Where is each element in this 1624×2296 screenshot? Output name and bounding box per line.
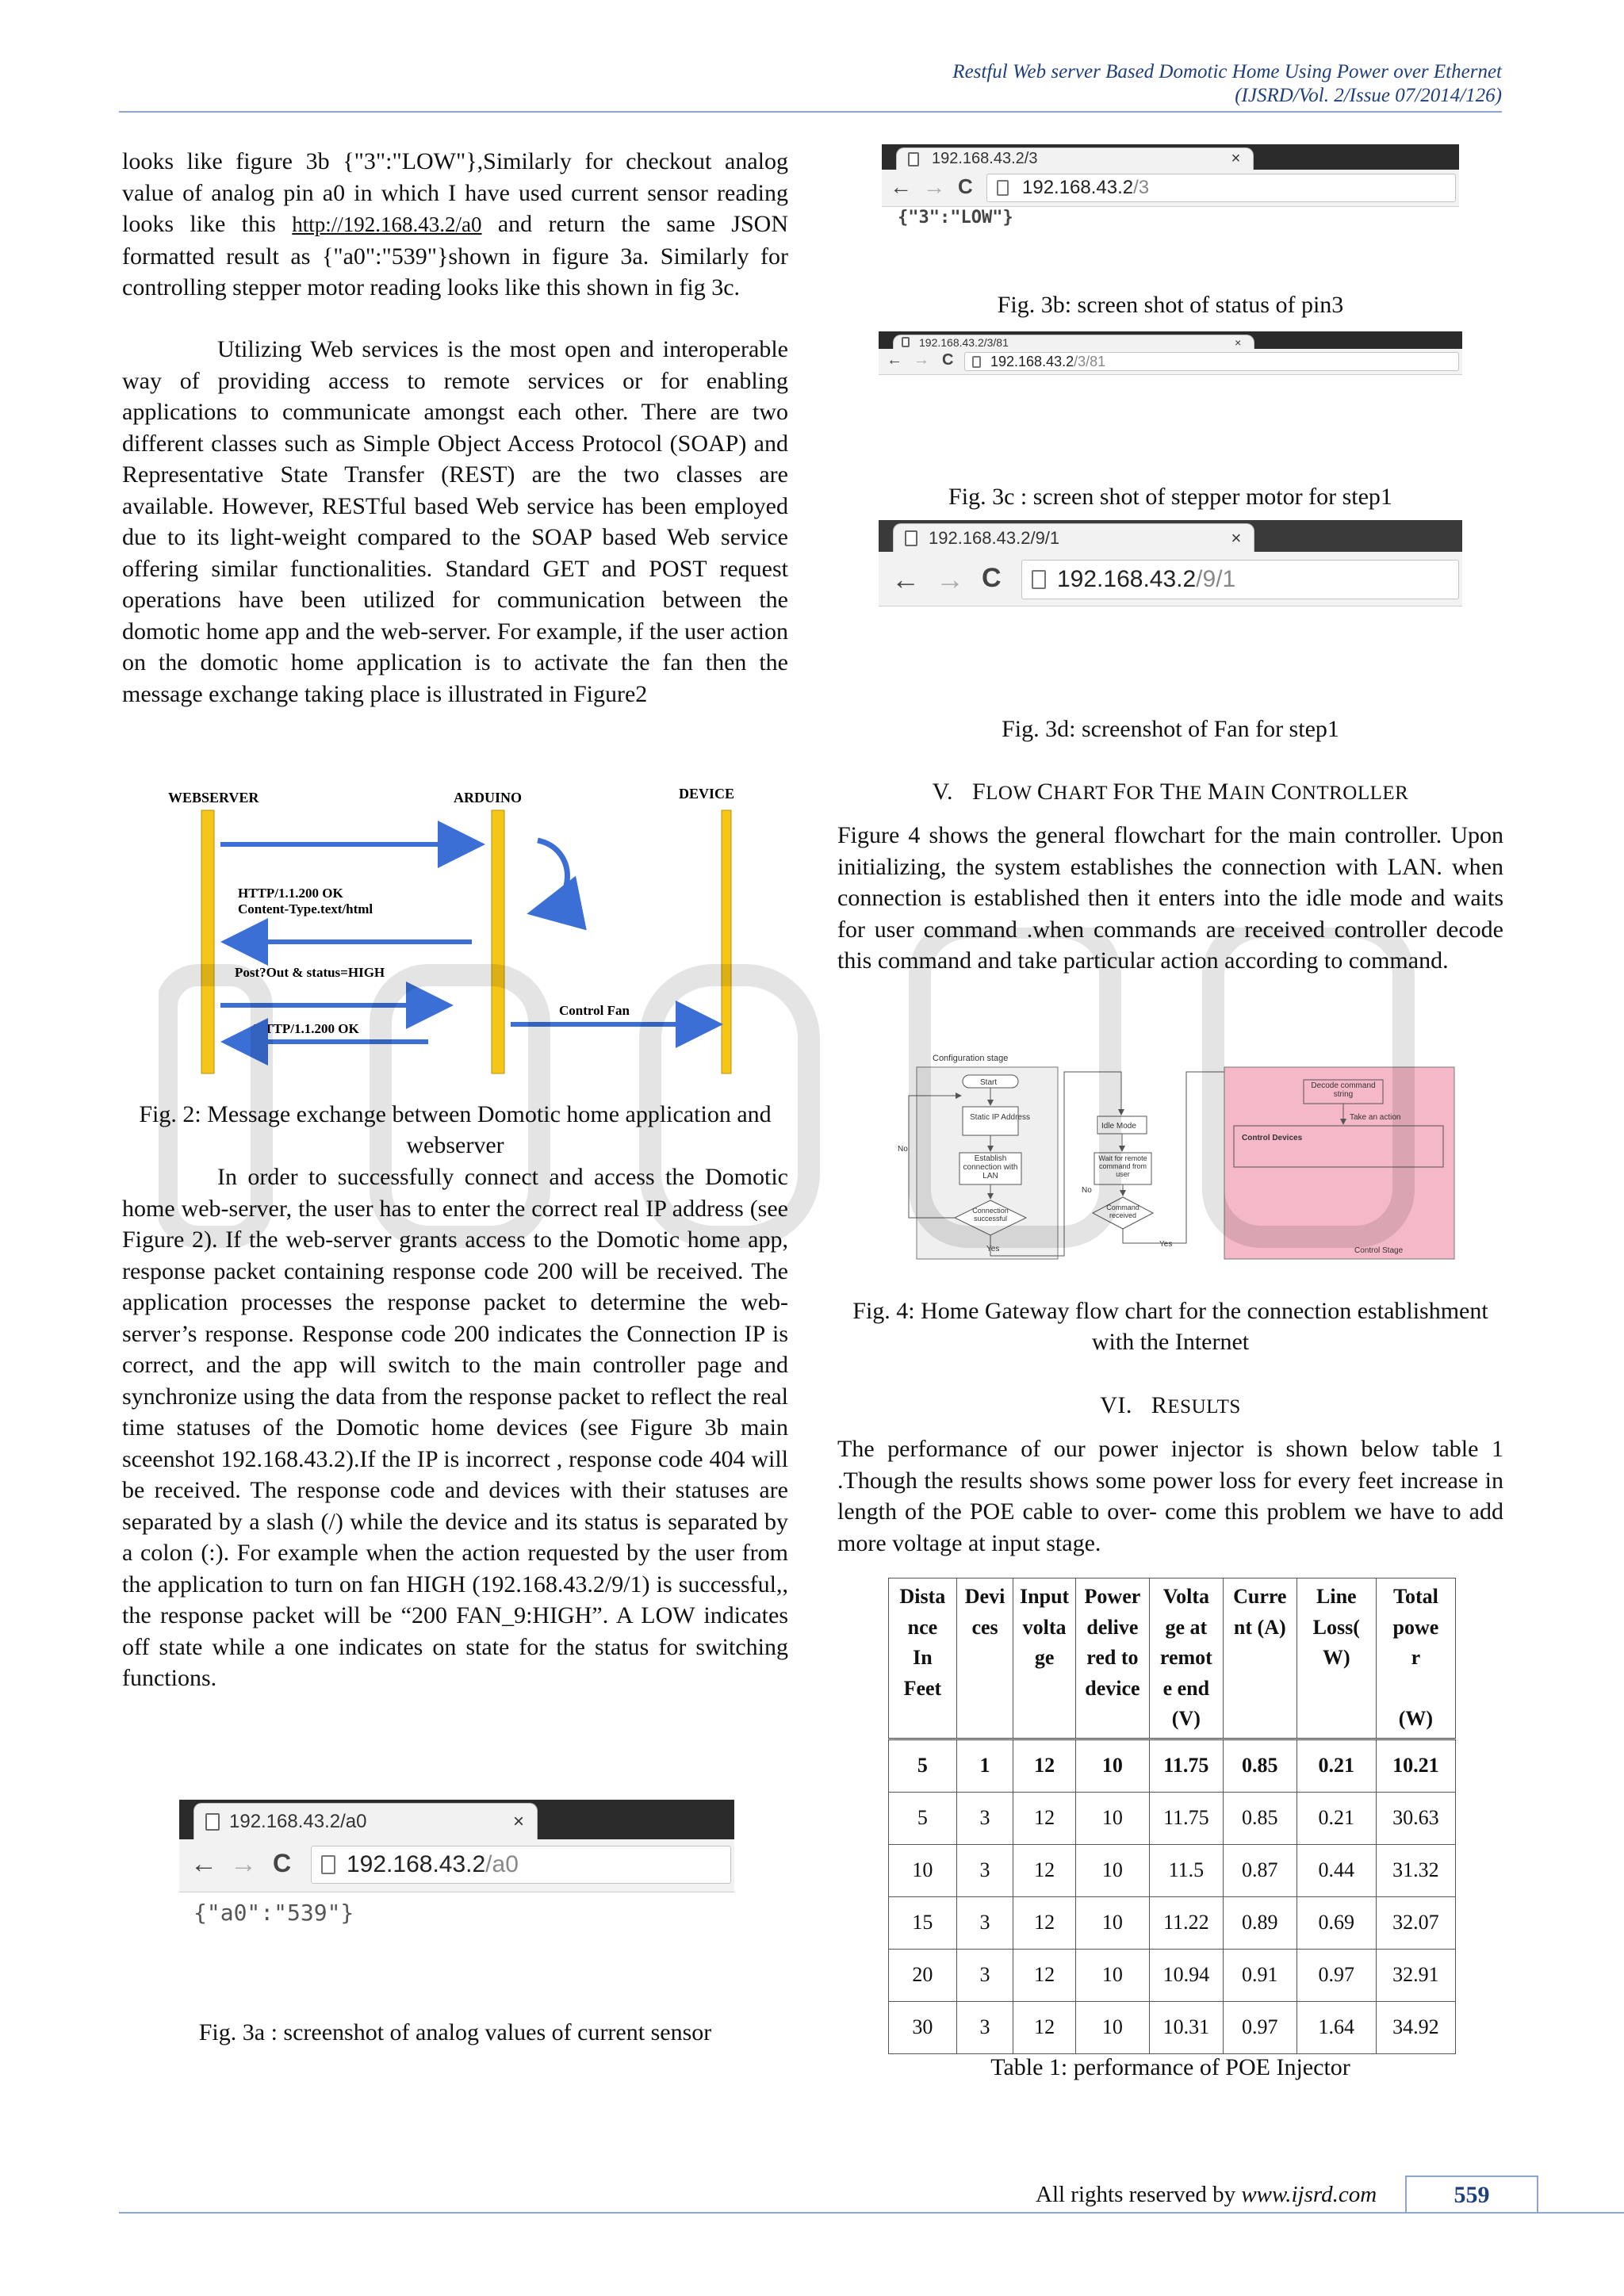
screenshot-3a [179,1800,734,1934]
footer-site-link[interactable]: www.ijsrd.com [1241,2182,1377,2207]
fig4-caption: Fig. 4: Home Gateway flow chart for the connection establishment with the Internet [852,1298,1488,1355]
screenshot-3b [882,144,1459,230]
fig3d-caption: Fig. 3d: screenshot of Fan for step1 [1002,716,1339,742]
sec5-low: LOW [986,783,1037,804]
col-line-loss: Line Loss( W) [1297,1578,1376,1739]
close-icon[interactable]: × [1231,150,1241,167]
header-rule [119,111,1502,113]
page-number: 559 [1405,2175,1538,2214]
sec5-hart: HART [1053,783,1113,804]
tab-title: 192.168.43.2/a0 [229,1810,367,1832]
paragraph-flowchart: Figure 4 shows the general flowchart for the main controller. Upon initializing, the system establishes the connection with LAN. when connection is established then it enters into the idle mode and waits for user command .when commands are received controller decode this command and take particular action according to command. [837,822,1503,974]
forward-icon[interactable]: → [914,351,929,369]
close-icon[interactable]: × [1235,335,1242,349]
conn-text: Connection successful [972,1207,1009,1223]
url-host: 192.168.43.2 [347,1851,486,1877]
control-stage-label: Control Stage [1354,1246,1404,1255]
intro-text-a: looks like figure 3b {"3":"LOW"},Similarly for checkout analog value of analog pin a0 in which I have used current sensor reading looks like this [122,148,788,237]
journal-watermark [159,928,1507,1269]
yes-label-1: Yes [986,1245,1000,1253]
webserver-label: WEBSERVER [168,790,259,806]
sec6-r: R [1151,1392,1168,1418]
msg-control-fan: Control Fan [559,1003,630,1018]
start-text: Start [980,1078,998,1087]
reload-icon[interactable]: C [958,174,973,198]
paragraph-web-services: Utilizing Web services is the most open and interoperable way of providing access to remote services or for enabling applications to communicate amongst each other. There are two different classes such as Simple Object Access Protocol (SOAP) and Representative State Transfer (REST) are the two classes are available. However, RESTful based Web service has been employed due to its light-weight compared to the SOAP based Web service offering similar functionalities. Standard GET and POST request operations have been utilized for communication between the domotic home app and the web-server. For example, if the user action on the domotic home application is to activate the fan then the message exchange taking place is illustrated in Figure2 [122,336,788,707]
msg-content-type: Content-Type.text/html [238,901,373,916]
browser-toolbar [879,349,1462,375]
back-icon[interactable]: ← [890,174,912,199]
screenshot-3c [879,331,1462,376]
page-icon [997,180,1009,196]
col-power-delivered: Power delive red to device [1075,1578,1149,1739]
sec6-esults: ESULTS [1167,1396,1241,1418]
close-icon[interactable]: × [512,1810,524,1832]
table-row: 10 3 12 10 11.5 0.87 0.44 31.32 [889,1844,1456,1896]
table-row: 5 3 12 10 11.75 0.85 0.21 30.63 [889,1792,1456,1844]
address-bar[interactable] [986,174,1456,202]
tab-title: 192.168.43.2/3/81 [919,335,1009,349]
table-row: 20 3 12 10 10.94 0.91 0.97 32.91 [889,1949,1456,2001]
page-icon [1032,570,1046,589]
analog-link[interactable]: http://192.168.43.2/a0 [292,212,482,236]
browser-tab[interactable] [193,1803,538,1839]
sec5-f: F [971,779,986,805]
back-icon[interactable]: ← [190,1849,217,1879]
browser-tab[interactable] [896,147,1254,170]
tab-title: 192.168.43.2/9/1 [929,527,1060,548]
footer-rule [119,2212,1624,2214]
fig3c-caption: Fig. 3c : screen shot of stepper motor for step1 [948,484,1392,510]
section-5-number: V. [932,779,953,805]
sec5-t: T [1159,779,1175,805]
url-host: 192.168.43.2 [1057,566,1197,592]
tab-bar [882,144,1459,170]
decode-text: Decode command string [1311,1081,1376,1099]
reload-icon[interactable]: C [273,1849,292,1877]
header-journal: (IJSRD/Vol. 2/Issue 07/2014/126) [1235,85,1502,106]
config-stage-label: Configuration stage [933,1054,1009,1063]
browser-tab[interactable] [893,523,1254,552]
forward-icon[interactable]: → [230,1849,257,1879]
no-label-1: No [898,1145,908,1154]
intro-text-b: and return the same JSON formatted result as {"a0":"539"}shown in figure 3a. Similarly for controlling stepper motor reading looks like this shown in fig 3c. [122,211,788,300]
tab-bar [879,331,1462,349]
url-host: 192.168.43.2 [990,353,1074,369]
fig2-caption: Fig. 2: Message exchange between Domotic home application and webserver [139,1101,772,1158]
browser-toolbar [179,1839,734,1892]
tab-bar [179,1800,734,1839]
poe-table [888,1578,1456,2054]
json-response: {"3":"LOW"} [898,208,1013,228]
device-label: DEVICE [679,786,735,802]
tab-title: 192.168.43.2/3 [932,150,1038,167]
col-total-power: Total powe r (W) [1376,1578,1455,1739]
forward-icon[interactable]: → [936,563,964,595]
sec5-f2: F [1113,779,1127,805]
sec5-he: HE [1174,783,1208,804]
table-header-row [889,1578,1456,1739]
url-path: /9/1 [1196,566,1236,592]
establish-text: Establish connection with LAN [963,1154,1018,1181]
sec5-m: M [1207,779,1230,805]
cmd-text: Command received [1106,1203,1139,1219]
footer-rights [1036,2182,1377,2208]
url-path: /3/81 [1074,353,1106,369]
section-5-heading [837,779,1503,806]
fig3a-caption: Fig. 3a : screenshot of analog values of current sensor [198,2019,712,2045]
tab-bar [879,520,1462,552]
fig3b-caption: Fig. 3b: screen shot of status of pin3 [997,292,1344,318]
address-bar[interactable] [1021,560,1459,599]
page-icon [321,1855,335,1874]
page-icon [902,337,910,347]
msg-http-ok-2: HTTP/1.1.200 OK [254,1021,359,1036]
control-devices-text: Control Devices [1242,1134,1303,1142]
msg-http-ok: HTTP/1.1.200 OK [238,886,343,901]
sec5-ain: AIN [1229,783,1271,804]
address-bar[interactable] [311,1846,731,1884]
sec5-ontroller: ONTROLLER [1287,783,1409,804]
paragraph-connect: In order to successfully connect and access the Domotic home web-server, the user has to enter the correct real IP address (see Figure 2). If the web-server grants access to the Domotic home app, response packet containing response code 200 will be received. The application processes the response packet to determine the web-server’s response. Response code 200 indicates the Connection IP is correct, and the app will switch to the main controller page and synchronize using the data from the response packet to reflect the real time statuses of the Domotic home devices (see Figure 3b main sceenshot 192.168.43.2).If the IP is incorrect , response code 404 will be received. The response code and devices with their statuses are separated by a slash (/) while the device and its status is separated by a colon (:). For example when the action requested by the user from the application to turn on fan HIGH (192.168.43.2/9/1) is successful,, the response packet will be “200 FAN_9:HIGH”. A LOW indicates off state while a one indicates on state for the status for switching functions. [122,1164,788,1691]
url-path: /3 [1133,177,1150,198]
take-action-text: Take an action [1350,1113,1401,1122]
page-icon [972,356,981,368]
address-bar[interactable] [964,352,1459,371]
reload-icon[interactable]: C [982,563,1002,593]
section-6-heading [837,1392,1503,1419]
col-distance: Dista nce In Feet [889,1578,957,1739]
json-response: {"a0":"539"} [193,1900,354,1926]
header-title: Restful Web server Based Domotic Home Using Power over Ethernet [952,61,1502,82]
close-icon[interactable]: × [1231,527,1242,548]
browser-toolbar [882,170,1459,207]
browser-tab[interactable] [893,335,1254,349]
url-path: /a0 [485,1851,519,1877]
msg-post: Post?Out & status=HIGH [235,965,385,980]
table-row: 15 3 12 10 11.22 0.89 0.69 32.07 [889,1896,1456,1949]
screenshot-3d [879,520,1462,607]
url-host: 192.168.43.2 [1022,177,1134,198]
wait-text: Wait for remote command from user [1098,1154,1147,1178]
browser-toolbar [879,552,1462,607]
self-loop-arrow [538,840,568,912]
idle-text: Idle Mode [1101,1122,1136,1131]
back-icon[interactable]: ← [891,563,920,595]
forward-icon[interactable]: → [923,174,945,199]
col-current: Curre nt (A) [1223,1578,1297,1739]
section-6-number: VI. [1100,1392,1132,1418]
static-ip-text: Static IP Address [970,1113,1030,1122]
col-input-voltage: Input volta ge [1013,1578,1076,1739]
yes-label-2: Yes [1159,1240,1173,1249]
arduino-label: ARDUINO [454,790,523,806]
page-icon [908,152,919,166]
col-devices: Devi ces [956,1578,1013,1739]
footer-rights-text: All rights reserved by [1036,2182,1242,2207]
sec5-or: OR [1126,783,1160,804]
paragraph-intro [122,146,788,304]
sec5-c2: C [1270,779,1288,805]
col-voltage-remote: Volta ge at remot e end (V) [1149,1578,1223,1739]
table-row: 30 3 12 10 10.31 0.97 1.64 34.92 [889,2001,1456,2053]
table-row: 5 1 12 10 11.75 0.85 0.21 10.21 [889,1739,1456,1792]
no-label-2: No [1082,1186,1092,1195]
running-header [952,60,1502,108]
sec5-c: C [1036,779,1054,805]
table-caption: Table 1: performance of POE Injector [990,2054,1350,2080]
back-icon[interactable]: ← [887,351,902,369]
page-icon [205,1813,220,1831]
page-icon [905,530,917,546]
reload-icon[interactable]: C [942,351,954,369]
paragraph-results: The performance of our power injector is shown below table 1 .Though the results shows some power loss for every feet increase in length of the POE cable to over- come this problem we have to add more voltage at input stage. [837,1436,1503,1556]
